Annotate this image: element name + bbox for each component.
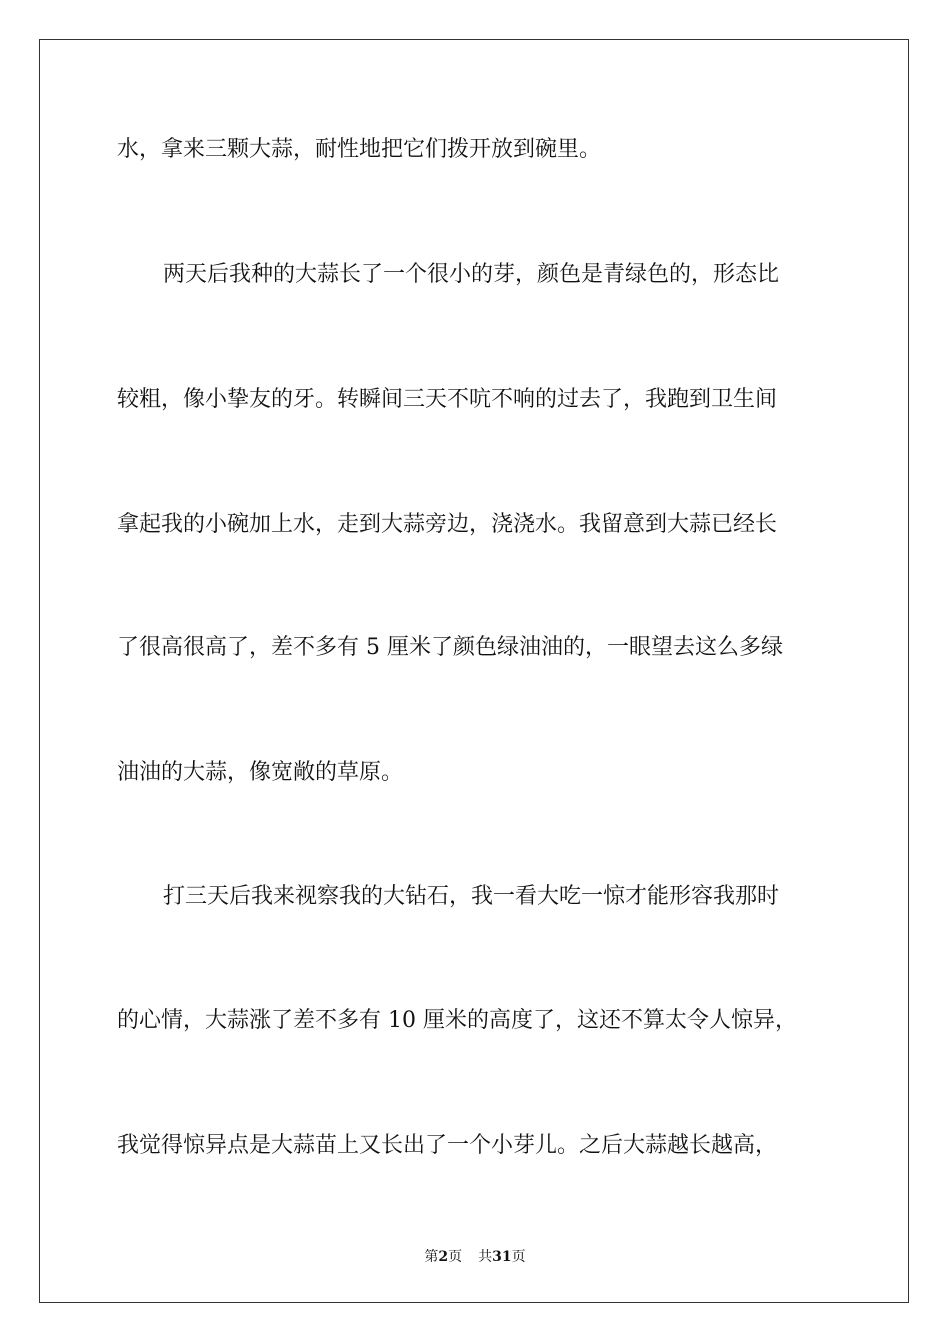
page-number: 2 bbox=[438, 1249, 449, 1265]
total-prefix: 共 bbox=[478, 1249, 493, 1265]
page-border bbox=[39, 39, 909, 1303]
total-pages: 31 bbox=[492, 1249, 512, 1265]
page-footer bbox=[0, 1248, 950, 1266]
text-line-5: 了很高很高了，差不多有 5 厘米了颜色绿油油的，一眼望去这么多绿 bbox=[117, 635, 783, 660]
text-line-8: 的心情，大蒜涨了差不多有 10 厘米的高度了，这还不算太令人惊异， bbox=[117, 1008, 797, 1033]
text-line-9: 我觉得惊异点是大蒜苗上又长出了一个小芽儿。之后大蒜越长越高， bbox=[117, 1133, 778, 1158]
total-suffix: 页 bbox=[511, 1249, 526, 1265]
page-prefix: 第 bbox=[424, 1249, 439, 1265]
text-line-7: 打三天后我来视察我的大钻石，我一看大吃一惊才能形容我那时 bbox=[163, 884, 780, 909]
text-line-3: 较粗，像小挚友的牙。转瞬间三天不吭不响的过去了，我跑到卫生间 bbox=[117, 387, 778, 412]
page-suffix: 页 bbox=[448, 1249, 463, 1265]
text-line-6: 油油的大蒜，像宽敞的草原。 bbox=[117, 760, 404, 785]
text-line-2: 两天后我种的大蒜长了一个很小的芽，颜色是青绿色的，形态比 bbox=[163, 262, 780, 287]
text-line-4: 拿起我的小碗加上水，走到大蒜旁边，浇浇水。我留意到大蒜已经长 bbox=[117, 512, 778, 537]
text-line-1: 水，拿来三颗大蒜，耐性地把它们拨开放到碗里。 bbox=[117, 137, 602, 162]
